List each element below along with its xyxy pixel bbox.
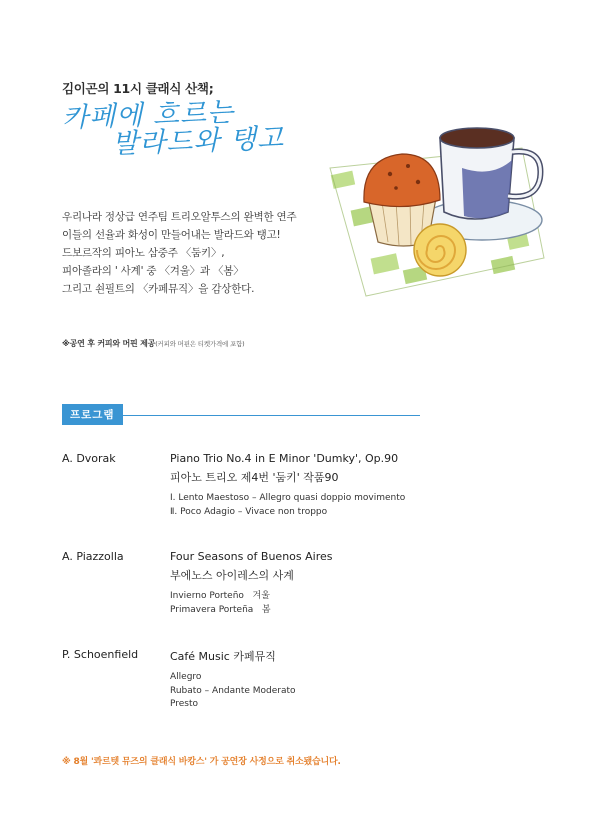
movement-item: Ⅱ. Poco Adagio – Vivace non troppo [170, 506, 328, 517]
program-heading: 프로그램 [62, 404, 123, 425]
intro-line: 우리나라 정상급 연주팀 트리오알투스의 완벽한 연주 [62, 211, 297, 223]
intro-line: 이들의 선율과 화성이 만들어내는 발라드와 탱고! [62, 229, 281, 241]
cancellation-notice: ※ 8월 '콰르텟 뮤즈의 클래식 바캉스' 가 공연장 사정으로 취소됐습니다. [62, 757, 341, 767]
movement-item: Allegro [170, 672, 202, 682]
cinnamon-roll [414, 224, 466, 276]
event-subtitle: 김이곤의 11시 클래식 산책; [62, 81, 214, 96]
event-title-line1: 카페에 흐르는 [61, 97, 235, 134]
movement-item: Presto [170, 699, 199, 709]
intro-paragraph [62, 208, 296, 298]
intro-line: 드보르작의 피아노 삼중주 〈둠키〉, [62, 247, 225, 259]
composer-name: A. Dvorak [62, 452, 116, 465]
event-title-line2: 발라드와 탱고 [111, 123, 285, 160]
coffee-muffin-illustration [312, 108, 562, 308]
work-title-ko: 피아노 트리오 제4번 '둠키' 작품90 [170, 471, 339, 484]
movement-list [170, 492, 405, 519]
work-title-en: Four Seasons of Buenos Aires [170, 550, 333, 563]
work-title-en: Café Music 카페뮤직 [170, 650, 276, 663]
service-note-main: ※공연 후 커피와 머핀 제공 [62, 339, 156, 348]
movement-list [170, 590, 271, 617]
intro-line: 피아졸라의 ' 사계' 중 〈겨울〉과 〈봄〉 [62, 265, 244, 277]
movement-list [170, 671, 296, 712]
composer-name: A. Piazzolla [62, 550, 124, 563]
work-title-en: Piano Trio No.4 in E Minor 'Dumky', Op.90 [170, 452, 399, 465]
movement-item: Primavera Porteña 봄 [170, 604, 271, 615]
coffee-cup [440, 128, 540, 219]
intro-line: 그리고 쇤필트의 〈카페뮤직〉을 감상한다. [62, 283, 255, 295]
program-divider [120, 415, 420, 416]
work-title-ko: 부에노스 아이레스의 사계 [170, 569, 294, 582]
service-note [62, 338, 245, 349]
movement-item: Rubato – Andante Moderato [170, 685, 296, 696]
composer-name: P. Schoenfield [62, 648, 139, 661]
movement-item: Ⅰ. Lento Maestoso – Allegro quasi doppio movimento [170, 493, 406, 503]
movement-item: Invierno Porteño 겨울 [170, 591, 270, 601]
service-note-detail: (커피와 머핀은 티켓가격에 포함) [155, 340, 245, 348]
